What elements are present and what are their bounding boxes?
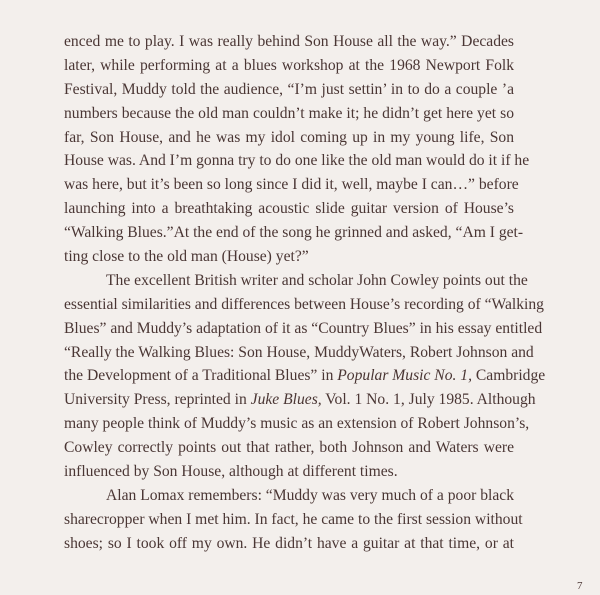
text-line: shoes; so I took off my own. He didn’t have a guitar at that time, or at bbox=[64, 534, 514, 552]
body-text bbox=[64, 30, 546, 556]
text-line: was here, but it’s been so long since I did it, well, maybe I can…” before bbox=[64, 176, 519, 194]
citation-title-italic: Juke Blues, bbox=[250, 391, 322, 409]
text-line: The excellent British writer and scholar John Cowley points out the bbox=[106, 271, 528, 289]
text-line: launching into a breathtaking acoustic slide guitar version of House’s bbox=[64, 200, 514, 218]
text-line: Festival, Muddy told the audience, “I’m just settin’ in to do a couple ’a bbox=[64, 80, 514, 98]
text-line: enced me to play. I was really behind Son House all the way.” Decades bbox=[64, 33, 514, 50]
text-line: essential similarities and differences between House’s recording of “Walking bbox=[64, 295, 544, 313]
text-run: University Press, reprinted in bbox=[64, 391, 251, 409]
text-line: Blues” and Muddy’s adaptation of it as “Country Blues” in his essay entitled bbox=[64, 319, 543, 337]
text-line: “Walking Blues.”At the end of the song he grinned and asked, “Am I get- bbox=[64, 224, 524, 242]
page-number: 7 bbox=[577, 580, 583, 592]
text-line: House was. And I’m gonna try to do one like the old man would do it if he bbox=[64, 152, 530, 170]
text-line: influenced by Son House, although at different times. bbox=[64, 463, 398, 481]
text-line: numbers because the old man couldn’t make it; he didn’t get here yet so bbox=[64, 104, 514, 122]
text-line: ting close to the old man (House) yet?” bbox=[64, 248, 309, 266]
text-run: Cambridge bbox=[472, 367, 546, 385]
text-line: later, while performing at a blues workshop at the 1968 Newport Folk bbox=[64, 56, 514, 74]
text-line bbox=[64, 364, 546, 388]
text-line: Cowley correctly points out that rather, both Johnson and Waters were bbox=[64, 439, 514, 457]
text-line: Alan Lomax remembers: “Muddy was very much of a poor black bbox=[106, 486, 514, 504]
text-line: sharecropper when I met him. In fact, he came to the first session without bbox=[64, 510, 523, 528]
citation-title-italic: Popular Music No. 1, bbox=[337, 367, 472, 385]
text-line: many people think of Muddy’s music as an extension of Robert Johnson’s, bbox=[64, 415, 530, 433]
text-line: “Really the Walking Blues: Son House, MuddyWaters, Robert Johnson and bbox=[64, 343, 534, 361]
text-run: the Development of a Traditional Blues” in bbox=[64, 367, 338, 385]
text-run: Vol. 1 No. 1, July 1985. Although bbox=[321, 391, 536, 409]
text-line: far, Son House, and he was my idol coming up in my young life, Son bbox=[64, 128, 514, 146]
text-line bbox=[64, 388, 536, 412]
